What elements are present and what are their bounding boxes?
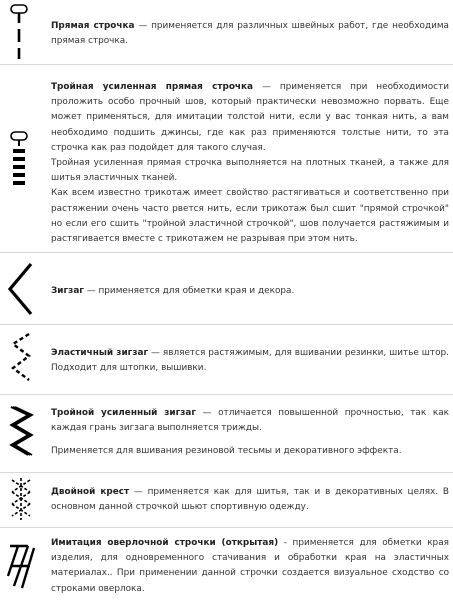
stitch-icon-cell [0, 0, 46, 64]
stitch-row-zigzag [0, 253, 453, 325]
stitch-paragraph: Тройная усиленная прямая строчка выполняется на плотных тканей, а также для шитья эластичных тканей. [51, 158, 449, 184]
stitch-text: применяется при необходимости проложить особо прочный шов, который практически невозможно порвать. Еще может применяться, для имитации толстой нити, если у вас тонкая нить, а вам необходимо подшить джинсы, где как раз применяются толстые нити, то эта строчка как раз подойдет для такого случая. [51, 82, 450, 153]
title-dash: — [134, 21, 152, 31]
stitch-text: отличается повышенной прочностью, так как каждая грань зигзага выполняется трижды. [51, 408, 449, 434]
triple-zigzag-icon [4, 403, 38, 463]
stitch-paragraph: Применяется для вшивания резиновой тесьмы и декоративного эффекта. [51, 446, 402, 457]
stitch-title: Эластичный зигзаг [51, 348, 149, 358]
stitch-description [51, 346, 449, 376]
stitch-row-elastic-zigzag [0, 325, 453, 395]
zigzag-icon [4, 259, 38, 319]
stitch-text: применяется для обметки края изделия, для одновременного стачивания и обработки края на эластичных материалах.. При применении данной строчки создается визуальное сходство со строками оверлока. [51, 538, 449, 594]
title-dash: — [83, 286, 99, 296]
straight-stitch-icon [4, 2, 34, 62]
stitch-text: применяется для обметки края и декора. [98, 286, 295, 296]
title-dash: — [196, 408, 219, 418]
title-dash: — [253, 82, 280, 92]
stitch-row-triple-straight [0, 65, 453, 253]
stitch-row-straight [0, 0, 453, 65]
stitch-title: Имитация оверлочной строчки (открытая) [51, 538, 279, 548]
stitch-row-double-cross [0, 473, 453, 528]
title-dash: — [129, 487, 148, 497]
stitch-title: Двойной крест [51, 487, 130, 497]
stitch-description [51, 284, 449, 299]
stitch-text: применяется как для шитья, так и в декоративных целях. В основном данной строчкой шьют спортивную одежду. [51, 487, 449, 513]
stitch-title: Тройная усиленная прямая строчка [51, 82, 254, 92]
stitch-description [51, 80, 449, 247]
stitch-icon-cell [0, 395, 46, 472]
stitch-icon-cell [0, 528, 46, 600]
stitch-paragraph: Как всем известно трикотаж имеет свойство растягиваться и соответственно при растяжении очень часто рвется нить, если трикотаж был сшит "прямой строчкой" но если его сшить "тройной эластичной строчкой", шов получается растяжимым и растягивается вместе с трикотажем не разрывая при этом нить. [51, 188, 449, 245]
stitch-row-triple-zigzag [0, 395, 453, 473]
stitch-description [51, 536, 449, 597]
overlock-imitation-icon [4, 536, 38, 596]
elastic-zigzag-icon [4, 330, 38, 390]
stitch-description [51, 19, 449, 49]
stitch-title: Зигзаг [51, 286, 84, 296]
stitch-icon-cell [0, 253, 46, 324]
title-dash: — [148, 348, 163, 358]
stitch-icon-cell [0, 65, 46, 252]
triple-straight-stitch-icon [4, 129, 34, 199]
stitch-row-overlock-imitation [0, 528, 453, 600]
stitch-icon-cell [0, 325, 46, 394]
stitch-text: применяется для различных швейных работ, где необходима прямая строчка. [51, 21, 449, 47]
double-cross-icon [4, 476, 38, 526]
title-dash: - [278, 538, 293, 548]
stitch-icon-cell [0, 473, 46, 527]
stitch-title: Тройной усиленный зигзаг [51, 408, 197, 418]
stitch-description [51, 406, 449, 460]
stitch-description [51, 485, 449, 515]
stitch-title: Прямая строчка [51, 21, 135, 31]
stitch-text: является растяжимым, для вшивании резинки, шитье штор. Подходит для штопки, вышивки. [51, 348, 449, 374]
